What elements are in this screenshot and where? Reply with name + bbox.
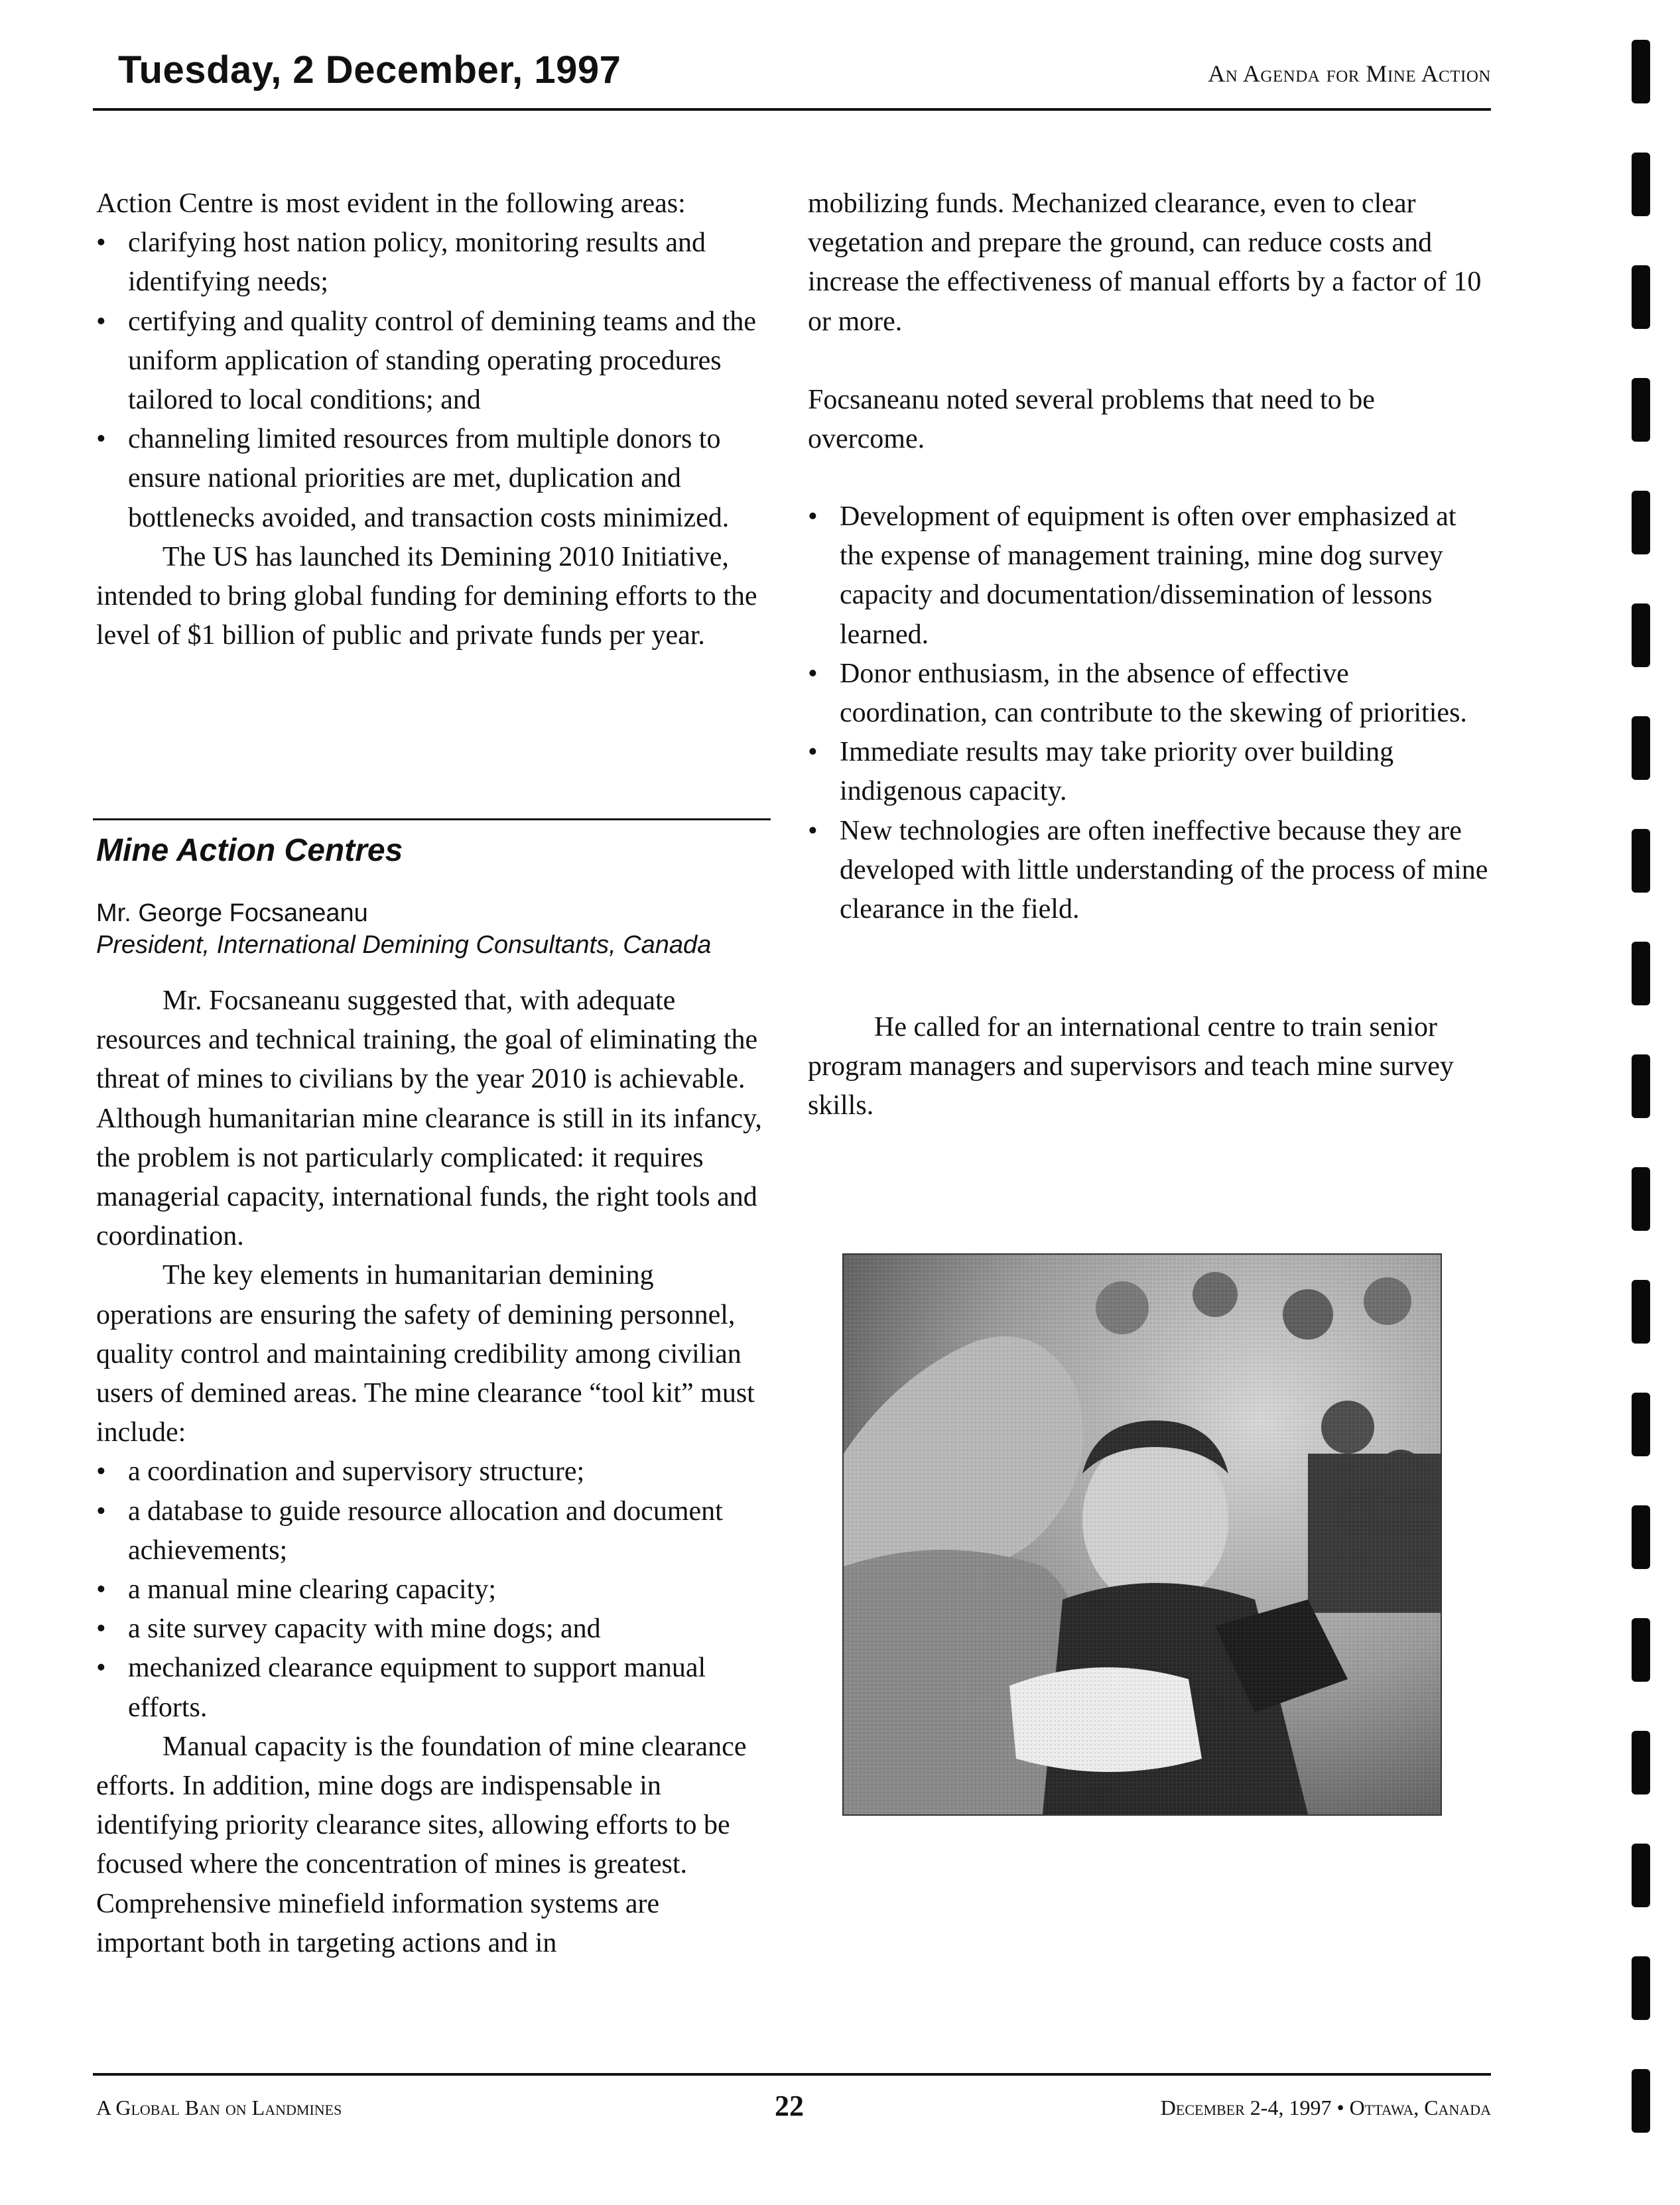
section-divider xyxy=(93,818,771,820)
binding-hole-mark xyxy=(1632,1167,1650,1231)
right-column-paragraph xyxy=(808,1008,1491,1126)
right-column-paragraph xyxy=(808,184,1491,342)
intro-text: Action Centre is most evident in the following areas: xyxy=(96,188,686,219)
binding-hole-mark xyxy=(1632,1956,1650,2020)
binding-hole-mark xyxy=(1632,1505,1650,1569)
list-item: • a manual mine clearing capacity; xyxy=(96,1570,769,1609)
problems-list xyxy=(808,497,1491,929)
list-item: • a site survey capacity with mine dogs; and xyxy=(96,1609,769,1649)
header-section-title: An Agenda for Mine Action xyxy=(1208,60,1491,87)
list-item: • clarifying host nation policy, monitoring results and identifying needs; xyxy=(96,223,769,302)
binding-hole-mark xyxy=(1632,942,1650,1005)
left-column-top xyxy=(96,184,769,655)
list-item: • Development of equipment is often over emphasized at the expense of management training, mine dog survey capacity and documentation/dissemination of lessons learned. xyxy=(808,497,1491,655)
binding-hole-mark xyxy=(1632,1731,1650,1795)
left-column-body xyxy=(96,981,769,1963)
speaker-title: President, International Demining Consultants, Canada xyxy=(96,931,712,959)
header-rule xyxy=(93,108,1491,111)
paragraph: mobilizing funds. Mechanized clearance, even to clear vegetation and prepare the ground, can reduce costs and increase the effectiveness of manual efforts by a factor of 10 or more. xyxy=(808,188,1482,337)
binding-hole-mark xyxy=(1632,40,1650,103)
binding-hole-mark xyxy=(1632,491,1650,554)
areas-list xyxy=(96,223,769,538)
list-item: • certifying and quality control of demining teams and the uniform application of standing operating procedures tailored to local conditions; and xyxy=(96,302,769,420)
paragraph: The key elements in humanitarian demining operations are ensuring the safety of demining personnel, quality control and maintaining credibility among civilian users of demined areas. The mine clearance “tool kit” must include: xyxy=(96,1260,755,1448)
list-item: • Immediate results may take priority over building indigenous capacity. xyxy=(808,733,1491,811)
list-item: • New technologies are often ineffective because they are developed with little understanding of the process of mine clearance in the field. xyxy=(808,812,1491,930)
binding-hole-mark xyxy=(1632,265,1650,329)
footer-rule xyxy=(93,2073,1491,2076)
binding-hole-mark xyxy=(1632,153,1650,216)
header-date: Tuesday, 2 December, 1997 xyxy=(118,48,621,92)
binding-hole-mark xyxy=(1632,1393,1650,1456)
footer-publication: A Global Ban on Landmines xyxy=(96,2096,342,2119)
paragraph: Mr. Focsaneanu suggested that, with adequate resources and technical training, the goal of eliminating the threat of mines to civilians by the year 2010 is achievable. Although humanitarian mine clearance is still in its infancy, the problem is not particularly complicated: it requires managerial capacity, international funds, the right tools and coordination. xyxy=(96,985,762,1252)
binding-hole-mark xyxy=(1632,829,1650,893)
binding-hole-mark xyxy=(1632,716,1650,780)
demining-2010-paragraph: The US has launched its Demining 2010 Initiative, intended to bring global funding for demining efforts to the level of $1 billion of public and private funds per year. xyxy=(96,541,757,651)
speaker-name: Mr. George Focsaneanu xyxy=(96,899,368,927)
list-item: • Donor enthusiasm, in the absence of effective coordination, can contribute to the skewing of priorities. xyxy=(808,655,1491,733)
conference-photo xyxy=(842,1253,1442,1816)
binding-hole-mark xyxy=(1632,1280,1650,1344)
paragraph: He called for an international centre to train senior program managers and supervisors and teach mine survey skills. xyxy=(808,1012,1454,1121)
binding-hole-mark xyxy=(1632,1054,1650,1118)
binding-hole-mark xyxy=(1632,2069,1650,2133)
page-number: 22 xyxy=(775,2090,804,2122)
paragraph: Focsaneanu noted several problems that need to be overcome. xyxy=(808,385,1375,455)
right-column-paragraph xyxy=(808,381,1491,459)
list-item: • mechanized clearance equipment to support manual efforts. xyxy=(96,1649,769,1727)
list-item: • a database to guide resource allocation and document achievements; xyxy=(96,1492,769,1570)
list-item: • a coordination and supervisory structure; xyxy=(96,1452,769,1491)
binding-hole-mark xyxy=(1632,603,1650,667)
footer-event: December 2-4, 1997 • Ottawa, Canada xyxy=(1160,2096,1491,2119)
binding-hole-mark xyxy=(1632,1844,1650,1907)
problems-list-container xyxy=(808,497,1491,929)
binding-hole-mark xyxy=(1632,378,1650,442)
paragraph: Manual capacity is the foundation of mine clearance efforts. In addition, mine dogs are indispensable in identifying priority clearance sites, allowing efforts to be focused where the concentration of mines is greatest. Comprehensive minefield information systems are important both in targeting actions and in xyxy=(96,1731,747,1958)
section-title: Mine Action Centres xyxy=(96,833,403,868)
binding-hole-mark xyxy=(1632,1618,1650,1682)
list-item: • channeling limited resources from multiple donors to ensure national priorities are met, duplication and bottlenecks avoided, and transaction costs minimized. xyxy=(96,420,769,538)
tool-kit-list xyxy=(96,1452,769,1727)
